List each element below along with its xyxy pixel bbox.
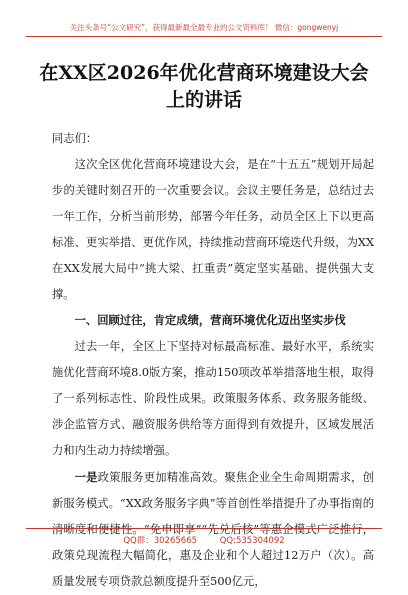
header-divider [26, 36, 382, 37]
paragraph-intro: 这次全区优化营商环境建设大会，是在“十五五”规划开局起步的关键时刻召开的一次重要会议。会议主要任务是，总结过去一年工作，分析当前形势，部署今年任务，动员全区上下以更高标准、更实举措、更优作风，持续推动营商环境迭代升级，为XX在XX发展大局中“挑大梁、扛重责”奠定坚实基础、提供强大支撑。 [52, 158, 374, 301]
paragraph-review: 过去一年，全区上下坚持对标最高标准、最好水平，系统实施优化营商环境8.0版方案，推动150项改革举措落地生根，取得了一系列标志性、阶段性成果。政策服务体系、政务服务能级、涉企监管方式、融资服务供给等方面得到有效提升，区域发展活力和内生动力持续增强。 [52, 340, 374, 457]
point-body: 政策服务更加精准高效。聚焦企业全生命周期需求，创新服务模式。“XX政务服务字典”等首创性举措提升了办事指南的清晰度和便捷性。“免申即享”“先兑后核”等惠企模式广泛推行，政策兑现流程大幅简化，惠及企业和个人超过12万户（次）。高质量发展专项贷款总额度提升至500亿元， [52, 471, 374, 588]
title-line-1: 在XX区2026年优化营商环境建设大会 [39, 62, 369, 84]
footer-contact [0, 534, 408, 546]
footer-qq-group: QQ群：30265665 [123, 536, 198, 546]
footer-qq: QQ:535304092 [219, 536, 285, 546]
paragraph-point-1 [52, 464, 374, 595]
section-heading-1: 一、回顾过往，肯定成绩，营商环境优化迈出坚实步伐 [74, 314, 346, 327]
point-lead: 一是 [74, 470, 98, 484]
document-body [52, 126, 374, 595]
header-banner: 关注头条号“公文研究”，获得最新最全最专业的公文资料库！ 微信：gongwenyj [69, 23, 339, 32]
document-title [30, 60, 378, 114]
title-line-2: 上的讲话 [165, 89, 242, 111]
salutation: 同志们： [52, 132, 98, 145]
footer-divider [26, 528, 382, 529]
